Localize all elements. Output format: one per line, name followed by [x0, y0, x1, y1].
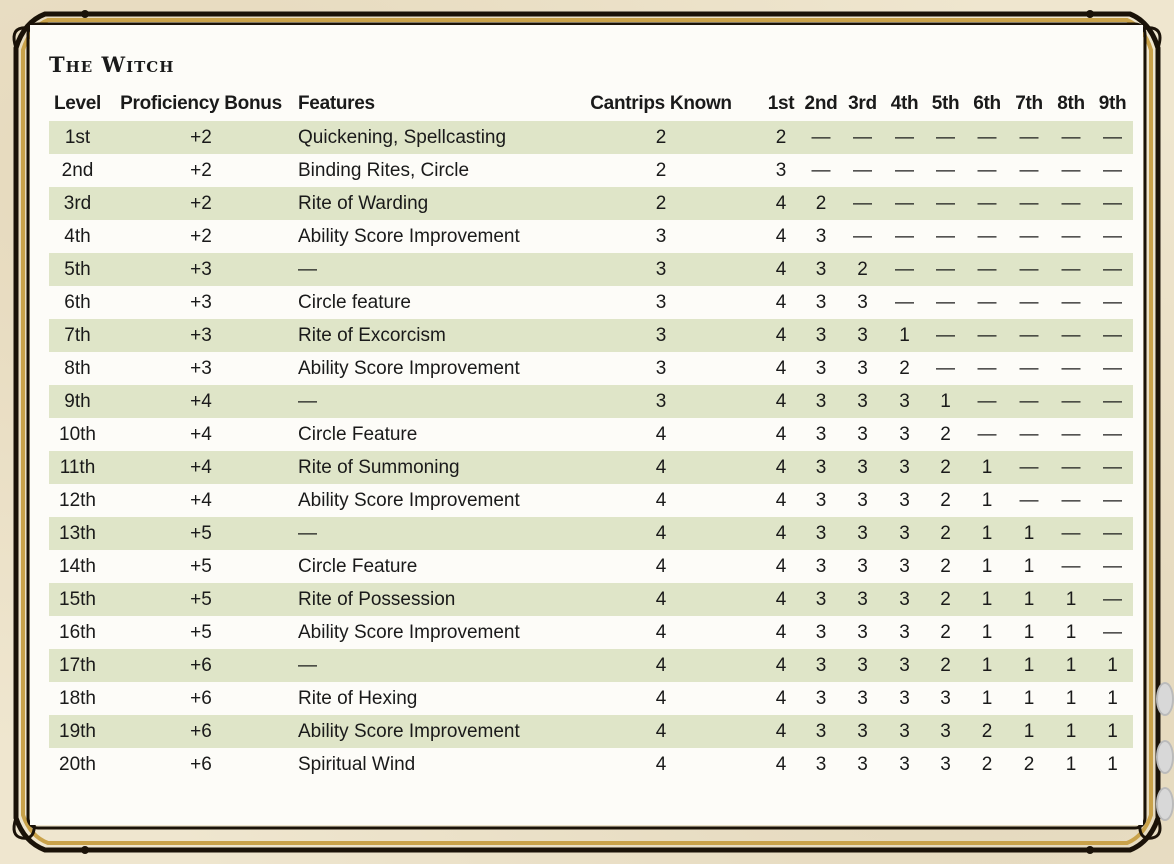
- cell-slot-2: —: [801, 121, 841, 154]
- cell-features: Rite of Possession: [296, 583, 561, 616]
- header-slot-6: 6th: [973, 93, 1001, 114]
- table-row: [49, 550, 1133, 583]
- cell-slot-9: —: [1103, 621, 1122, 643]
- cell-cantrips: 2: [561, 121, 761, 154]
- cell-level: 19th: [49, 715, 106, 748]
- cell-slot-8: —: [1050, 253, 1092, 286]
- cell-slot-6: 1: [966, 649, 1008, 682]
- scroll-dot-2[interactable]: [1156, 740, 1174, 774]
- cell-slot-4: 3: [899, 687, 910, 709]
- cell-slot-1: 4: [775, 621, 787, 643]
- cell-level: 15th: [49, 583, 106, 616]
- cell-cantrips: 4: [655, 423, 667, 445]
- cell-slot-3: 3: [857, 753, 868, 775]
- cell-slot-7: —: [1008, 121, 1050, 154]
- cell-slot-2: 3: [815, 291, 827, 313]
- cell-slot-6: —: [977, 225, 997, 247]
- table-row: [49, 253, 1133, 286]
- cell-slot-8: —: [1061, 555, 1081, 577]
- cell-slot-6: —: [966, 121, 1008, 154]
- table-row: [49, 583, 1133, 616]
- cell-slot-5: 3: [940, 753, 951, 775]
- cell-proficiency: +4: [190, 489, 212, 511]
- cell-slot-1: 4: [775, 687, 787, 709]
- cell-slot-4: 3: [899, 423, 910, 445]
- cell-slot-6: 2: [981, 753, 993, 775]
- cell-slot-9: —: [1103, 489, 1122, 511]
- cell-slot-1: 4: [775, 291, 787, 313]
- cell-slot-6: 1: [966, 451, 1008, 484]
- cell-slot-8: —: [1050, 187, 1092, 220]
- cell-slot-3: 3: [857, 423, 868, 445]
- cell-slot-3: —: [841, 187, 884, 220]
- cell-slot-7: 1: [1008, 649, 1050, 682]
- cell-slot-5: 2: [940, 489, 951, 511]
- cell-slot-1: 2: [761, 121, 801, 154]
- cell-slot-9: —: [1092, 385, 1133, 418]
- cell-slot-5: 2: [940, 621, 951, 643]
- cell-slot-9: 1: [1092, 715, 1133, 748]
- cell-slot-1: 4: [775, 555, 787, 577]
- cell-slot-4: —: [884, 187, 925, 220]
- cell-proficiency: +4: [190, 423, 212, 445]
- cell-slot-1: 4: [761, 451, 801, 484]
- cell-slot-5: 2: [925, 451, 966, 484]
- scroll-dot-1[interactable]: [1156, 682, 1174, 716]
- cell-slot-5: —: [936, 225, 955, 247]
- cell-slot-3: 3: [841, 715, 884, 748]
- cell-slot-7: 1: [1023, 555, 1035, 577]
- cell-slot-9: —: [1092, 583, 1133, 616]
- cell-slot-7: —: [1008, 187, 1050, 220]
- table-row: [49, 286, 1133, 319]
- header-slot-4: 4th: [890, 93, 919, 114]
- cell-slot-1: 4: [761, 583, 801, 616]
- cell-level: 11th: [49, 451, 106, 484]
- cell-slot-1: 4: [761, 187, 801, 220]
- cell-slot-2: 3: [815, 357, 827, 379]
- header-slot-7: 7th: [1015, 93, 1043, 114]
- cell-slot-2: —: [811, 159, 831, 181]
- cell-proficiency: +2: [190, 159, 212, 181]
- cell-cantrips: 4: [561, 583, 761, 616]
- cell-features: —: [296, 253, 561, 286]
- cell-proficiency: +3: [106, 253, 296, 286]
- cell-slot-6: 2: [966, 715, 1008, 748]
- cell-slot-4: 3: [899, 621, 910, 643]
- cell-slot-9: —: [1103, 291, 1122, 313]
- cell-slot-2: 3: [815, 555, 827, 577]
- cell-features: Ability Score Improvement: [298, 621, 520, 643]
- cell-slot-5: —: [936, 357, 955, 379]
- cell-slot-6: —: [977, 291, 997, 313]
- class-table: [49, 87, 1133, 781]
- cell-cantrips: 4: [655, 621, 667, 643]
- cell-proficiency: +5: [106, 517, 296, 550]
- cell-slot-5: 2: [925, 517, 966, 550]
- cell-slot-2: 3: [801, 649, 841, 682]
- header-row: [49, 87, 1133, 121]
- cell-slot-5: 2: [925, 649, 966, 682]
- cell-features: Circle Feature: [298, 555, 418, 577]
- cell-slot-5: 2: [940, 423, 951, 445]
- cell-slot-5: —: [936, 291, 955, 313]
- cell-proficiency: +5: [190, 621, 212, 643]
- cell-slot-8: —: [1061, 291, 1081, 313]
- cell-slot-1: 4: [761, 649, 801, 682]
- cell-level: 4th: [64, 225, 91, 247]
- cell-slot-3: 3: [841, 649, 884, 682]
- cell-slot-3: —: [853, 225, 872, 247]
- cell-slot-4: —: [895, 291, 914, 313]
- cell-slot-4: 3: [884, 649, 925, 682]
- cell-slot-4: 3: [884, 583, 925, 616]
- cell-slot-3: 3: [857, 687, 868, 709]
- table-row: [49, 121, 1133, 154]
- cell-slot-8: 1: [1065, 753, 1077, 775]
- cell-slot-4: 3: [899, 555, 910, 577]
- cell-proficiency: +4: [106, 451, 296, 484]
- cell-proficiency: +2: [106, 187, 296, 220]
- cell-features: Quickening, Spellcasting: [296, 121, 561, 154]
- cell-slot-1: 4: [761, 715, 801, 748]
- header-slot-2: 2nd: [804, 93, 838, 114]
- table-row: [49, 748, 1133, 781]
- cell-slot-2: 2: [801, 187, 841, 220]
- cell-slot-6: —: [966, 385, 1008, 418]
- cell-proficiency: +5: [190, 555, 212, 577]
- cell-slot-8: —: [1061, 489, 1081, 511]
- cell-cantrips: 4: [561, 451, 761, 484]
- cell-slot-8: 1: [1050, 583, 1092, 616]
- cell-features: Rite of Summoning: [296, 451, 561, 484]
- cell-slot-8: —: [1061, 225, 1081, 247]
- table-row: [49, 484, 1133, 517]
- cell-slot-2: 3: [801, 451, 841, 484]
- table-row: [49, 154, 1133, 187]
- cell-slot-2: 3: [801, 253, 841, 286]
- header-slot-8: 8th: [1057, 93, 1085, 114]
- cell-features: Circle feature: [298, 291, 411, 313]
- cell-slot-4: 3: [899, 753, 910, 775]
- cell-cantrips: 4: [655, 489, 667, 511]
- cell-slot-4: 3: [884, 715, 925, 748]
- cell-features: Rite of Hexing: [298, 687, 418, 709]
- cell-slot-2: 3: [801, 319, 841, 352]
- cell-cantrips: 3: [561, 385, 761, 418]
- cell-slot-2: 3: [801, 715, 841, 748]
- cell-slot-8: 1: [1065, 687, 1077, 709]
- cell-features: —: [296, 517, 561, 550]
- cell-slot-9: —: [1092, 451, 1133, 484]
- cell-cantrips: 3: [655, 357, 667, 379]
- cell-features: Binding Rites, Circle: [298, 159, 470, 181]
- cell-level: 7th: [49, 319, 106, 352]
- cell-slot-6: 1: [981, 687, 993, 709]
- cell-slot-7: 1: [1023, 687, 1035, 709]
- cell-proficiency: +6: [106, 649, 296, 682]
- cell-level: 6th: [64, 291, 91, 313]
- cell-slot-8: —: [1050, 319, 1092, 352]
- cell-slot-7: —: [1008, 451, 1050, 484]
- cell-slot-2: 3: [815, 621, 827, 643]
- cell-slot-7: 1: [1008, 715, 1050, 748]
- cell-proficiency: +6: [106, 715, 296, 748]
- header-cantrips: Cantrips Known: [590, 93, 732, 114]
- cell-slot-8: —: [1061, 357, 1081, 379]
- cell-level: 14th: [59, 555, 96, 577]
- cell-slot-6: —: [977, 423, 997, 445]
- cell-level: 10th: [59, 423, 96, 445]
- cell-cantrips: 4: [655, 555, 667, 577]
- cell-features: —: [296, 649, 561, 682]
- cell-slot-9: —: [1103, 555, 1122, 577]
- cell-slot-7: —: [1008, 319, 1050, 352]
- cell-slot-7: —: [1019, 423, 1039, 445]
- cell-proficiency: +2: [190, 225, 212, 247]
- cell-slot-5: 1: [925, 385, 966, 418]
- cell-slot-5: 2: [925, 583, 966, 616]
- cell-slot-3: —: [853, 159, 872, 181]
- header-slot-5: 5th: [931, 93, 960, 114]
- cell-slot-7: 2: [1023, 753, 1035, 775]
- cell-slot-3: 3: [857, 291, 868, 313]
- cell-slot-7: —: [1019, 357, 1039, 379]
- cell-slot-4: —: [884, 253, 925, 286]
- cell-slot-9: —: [1103, 423, 1122, 445]
- cell-slot-4: 2: [899, 357, 910, 379]
- table-row: [49, 517, 1133, 550]
- cell-slot-7: 1: [1023, 621, 1035, 643]
- cell-slot-1: 4: [775, 225, 787, 247]
- cell-slot-8: —: [1061, 159, 1081, 181]
- cell-slot-5: —: [925, 319, 966, 352]
- cell-features: Ability Score Improvement: [298, 225, 520, 247]
- table-row: [49, 220, 1133, 253]
- cell-slot-2: 3: [815, 753, 827, 775]
- cell-cantrips: 3: [655, 225, 667, 247]
- cell-slot-7: —: [1019, 489, 1039, 511]
- cell-slot-7: —: [1008, 385, 1050, 418]
- cell-slot-2: 3: [815, 687, 827, 709]
- cell-slot-3: 3: [841, 451, 884, 484]
- cell-slot-2: 3: [801, 517, 841, 550]
- cell-slot-4: 3: [899, 489, 910, 511]
- cell-slot-6: 1: [981, 489, 993, 511]
- cell-slot-2: 3: [801, 385, 841, 418]
- cell-cantrips: 2: [561, 187, 761, 220]
- cell-slot-2: 3: [801, 583, 841, 616]
- cell-level: 5th: [49, 253, 106, 286]
- cell-slot-4: 1: [884, 319, 925, 352]
- cell-slot-3: —: [841, 121, 884, 154]
- cell-slot-9: —: [1092, 121, 1133, 154]
- cell-slot-6: —: [966, 253, 1008, 286]
- cell-level: 1st: [49, 121, 106, 154]
- cell-slot-6: 1: [981, 555, 993, 577]
- cell-slot-4: 3: [884, 451, 925, 484]
- cell-slot-9: —: [1103, 159, 1122, 181]
- cell-proficiency: +4: [106, 385, 296, 418]
- cell-level: 17th: [49, 649, 106, 682]
- table-row: [49, 418, 1133, 451]
- cell-features: Rite of Excorcism: [296, 319, 561, 352]
- cell-level: 9th: [49, 385, 106, 418]
- cell-slot-2: 3: [815, 489, 827, 511]
- cell-slot-5: —: [925, 187, 966, 220]
- table-row: [49, 649, 1133, 682]
- cell-slot-4: —: [884, 121, 925, 154]
- table-row: [49, 616, 1133, 649]
- cell-proficiency: +6: [190, 687, 212, 709]
- table-row: [49, 682, 1133, 715]
- cell-slot-1: 4: [775, 489, 787, 511]
- cell-cantrips: 2: [655, 159, 667, 181]
- cell-cantrips: 4: [655, 753, 667, 775]
- cell-features: Rite of Warding: [296, 187, 561, 220]
- cell-slot-3: 3: [841, 385, 884, 418]
- cell-slot-6: —: [977, 159, 997, 181]
- cell-cantrips: 4: [655, 687, 667, 709]
- cell-slot-5: —: [936, 159, 955, 181]
- cell-slot-7: 1: [1008, 583, 1050, 616]
- cell-slot-1: 4: [761, 253, 801, 286]
- table-title: The Witch: [49, 52, 175, 77]
- cell-features: Spiritual Wind: [298, 753, 416, 775]
- cell-slot-1: 4: [761, 517, 801, 550]
- cell-slot-3: 3: [841, 583, 884, 616]
- cell-slot-9: —: [1103, 225, 1122, 247]
- cell-slot-6: —: [966, 187, 1008, 220]
- cell-slot-6: —: [977, 357, 997, 379]
- cell-slot-9: 1: [1107, 687, 1118, 709]
- cell-slot-1: 4: [775, 423, 787, 445]
- cell-slot-9: —: [1092, 517, 1133, 550]
- cell-proficiency: +3: [190, 291, 212, 313]
- cell-features: Ability Score Improvement: [298, 357, 520, 379]
- cell-slot-4: 3: [884, 385, 925, 418]
- cell-slot-8: —: [1050, 451, 1092, 484]
- cell-slot-6: 1: [966, 583, 1008, 616]
- cell-proficiency: +2: [106, 121, 296, 154]
- cell-features: Ability Score Improvement: [298, 489, 520, 511]
- cell-slot-7: 1: [1008, 517, 1050, 550]
- cell-slot-9: 1: [1092, 649, 1133, 682]
- cell-slot-9: 1: [1107, 753, 1118, 775]
- cell-cantrips: 3: [561, 319, 761, 352]
- cell-slot-1: 4: [775, 753, 787, 775]
- cell-level: 12th: [59, 489, 96, 511]
- cell-slot-1: 4: [761, 319, 801, 352]
- cell-level: 3rd: [49, 187, 106, 220]
- table-row: [49, 352, 1133, 385]
- cell-level: 20th: [59, 753, 96, 775]
- header-slot-1: 1st: [767, 93, 795, 114]
- cell-slot-2: 3: [815, 423, 827, 445]
- cell-proficiency: +5: [106, 583, 296, 616]
- cell-slot-1: 4: [775, 357, 787, 379]
- cell-slot-4: —: [895, 225, 914, 247]
- cell-proficiency: +3: [190, 357, 212, 379]
- cell-slot-4: —: [895, 159, 914, 181]
- table-row: [49, 715, 1133, 748]
- scroll-dot-3[interactable]: [1156, 787, 1174, 821]
- cell-cantrips: 3: [655, 291, 667, 313]
- cell-slot-7: —: [1008, 253, 1050, 286]
- cell-features: Circle Feature: [298, 423, 418, 445]
- cell-slot-7: —: [1019, 159, 1039, 181]
- cell-slot-9: —: [1092, 253, 1133, 286]
- cell-cantrips: 4: [561, 649, 761, 682]
- cell-slot-5: 3: [940, 687, 951, 709]
- cell-slot-6: —: [966, 319, 1008, 352]
- cell-slot-3: 3: [857, 621, 868, 643]
- table-row: [49, 451, 1133, 484]
- cell-level: 16th: [59, 621, 96, 643]
- cell-slot-7: —: [1019, 225, 1039, 247]
- header-level: Level: [53, 93, 102, 114]
- cell-slot-8: —: [1061, 423, 1081, 445]
- cell-features: Ability Score Improvement: [296, 715, 561, 748]
- cell-cantrips: 4: [561, 517, 761, 550]
- cell-slot-5: —: [925, 253, 966, 286]
- cell-slot-8: —: [1050, 517, 1092, 550]
- cell-slot-5: —: [925, 121, 966, 154]
- cell-slot-7: —: [1019, 291, 1039, 313]
- cell-slot-8: —: [1050, 385, 1092, 418]
- cell-cantrips: 3: [561, 253, 761, 286]
- cell-cantrips: 4: [561, 715, 761, 748]
- cell-slot-3: 2: [841, 253, 884, 286]
- header-slot-3: 3rd: [848, 93, 877, 114]
- cell-slot-3: 3: [841, 517, 884, 550]
- header-slot-9: 9th: [1098, 93, 1127, 114]
- cell-slot-4: 3: [884, 517, 925, 550]
- header-features: Features: [298, 93, 375, 114]
- header-proficiency: Proficiency Bonus: [120, 93, 282, 114]
- cell-slot-8: —: [1050, 121, 1092, 154]
- cell-level: 2nd: [61, 159, 94, 181]
- cell-slot-1: 4: [761, 385, 801, 418]
- table-row: [49, 187, 1133, 220]
- cell-slot-1: 3: [775, 159, 787, 181]
- cell-slot-2: 3: [815, 225, 827, 247]
- cell-level: 13th: [49, 517, 106, 550]
- cell-slot-3: 3: [857, 555, 868, 577]
- cell-level: 18th: [59, 687, 96, 709]
- cell-slot-9: —: [1103, 357, 1122, 379]
- cell-proficiency: +6: [190, 753, 212, 775]
- cell-proficiency: +3: [106, 319, 296, 352]
- cell-slot-3: 3: [841, 319, 884, 352]
- cell-features: —: [296, 385, 561, 418]
- cell-slot-6: 1: [981, 621, 993, 643]
- cell-slot-5: 2: [940, 555, 951, 577]
- cell-slot-8: 1: [1065, 621, 1077, 643]
- cell-slot-5: 3: [925, 715, 966, 748]
- cell-slot-3: 3: [857, 357, 868, 379]
- cell-slot-9: —: [1092, 319, 1133, 352]
- table-row: [49, 385, 1133, 418]
- cell-slot-8: 1: [1050, 715, 1092, 748]
- cell-slot-9: —: [1092, 187, 1133, 220]
- cell-level: 8th: [64, 357, 91, 379]
- cell-slot-3: 3: [857, 489, 868, 511]
- table-row: [49, 319, 1133, 352]
- cell-slot-8: 1: [1050, 649, 1092, 682]
- cell-slot-6: 1: [966, 517, 1008, 550]
